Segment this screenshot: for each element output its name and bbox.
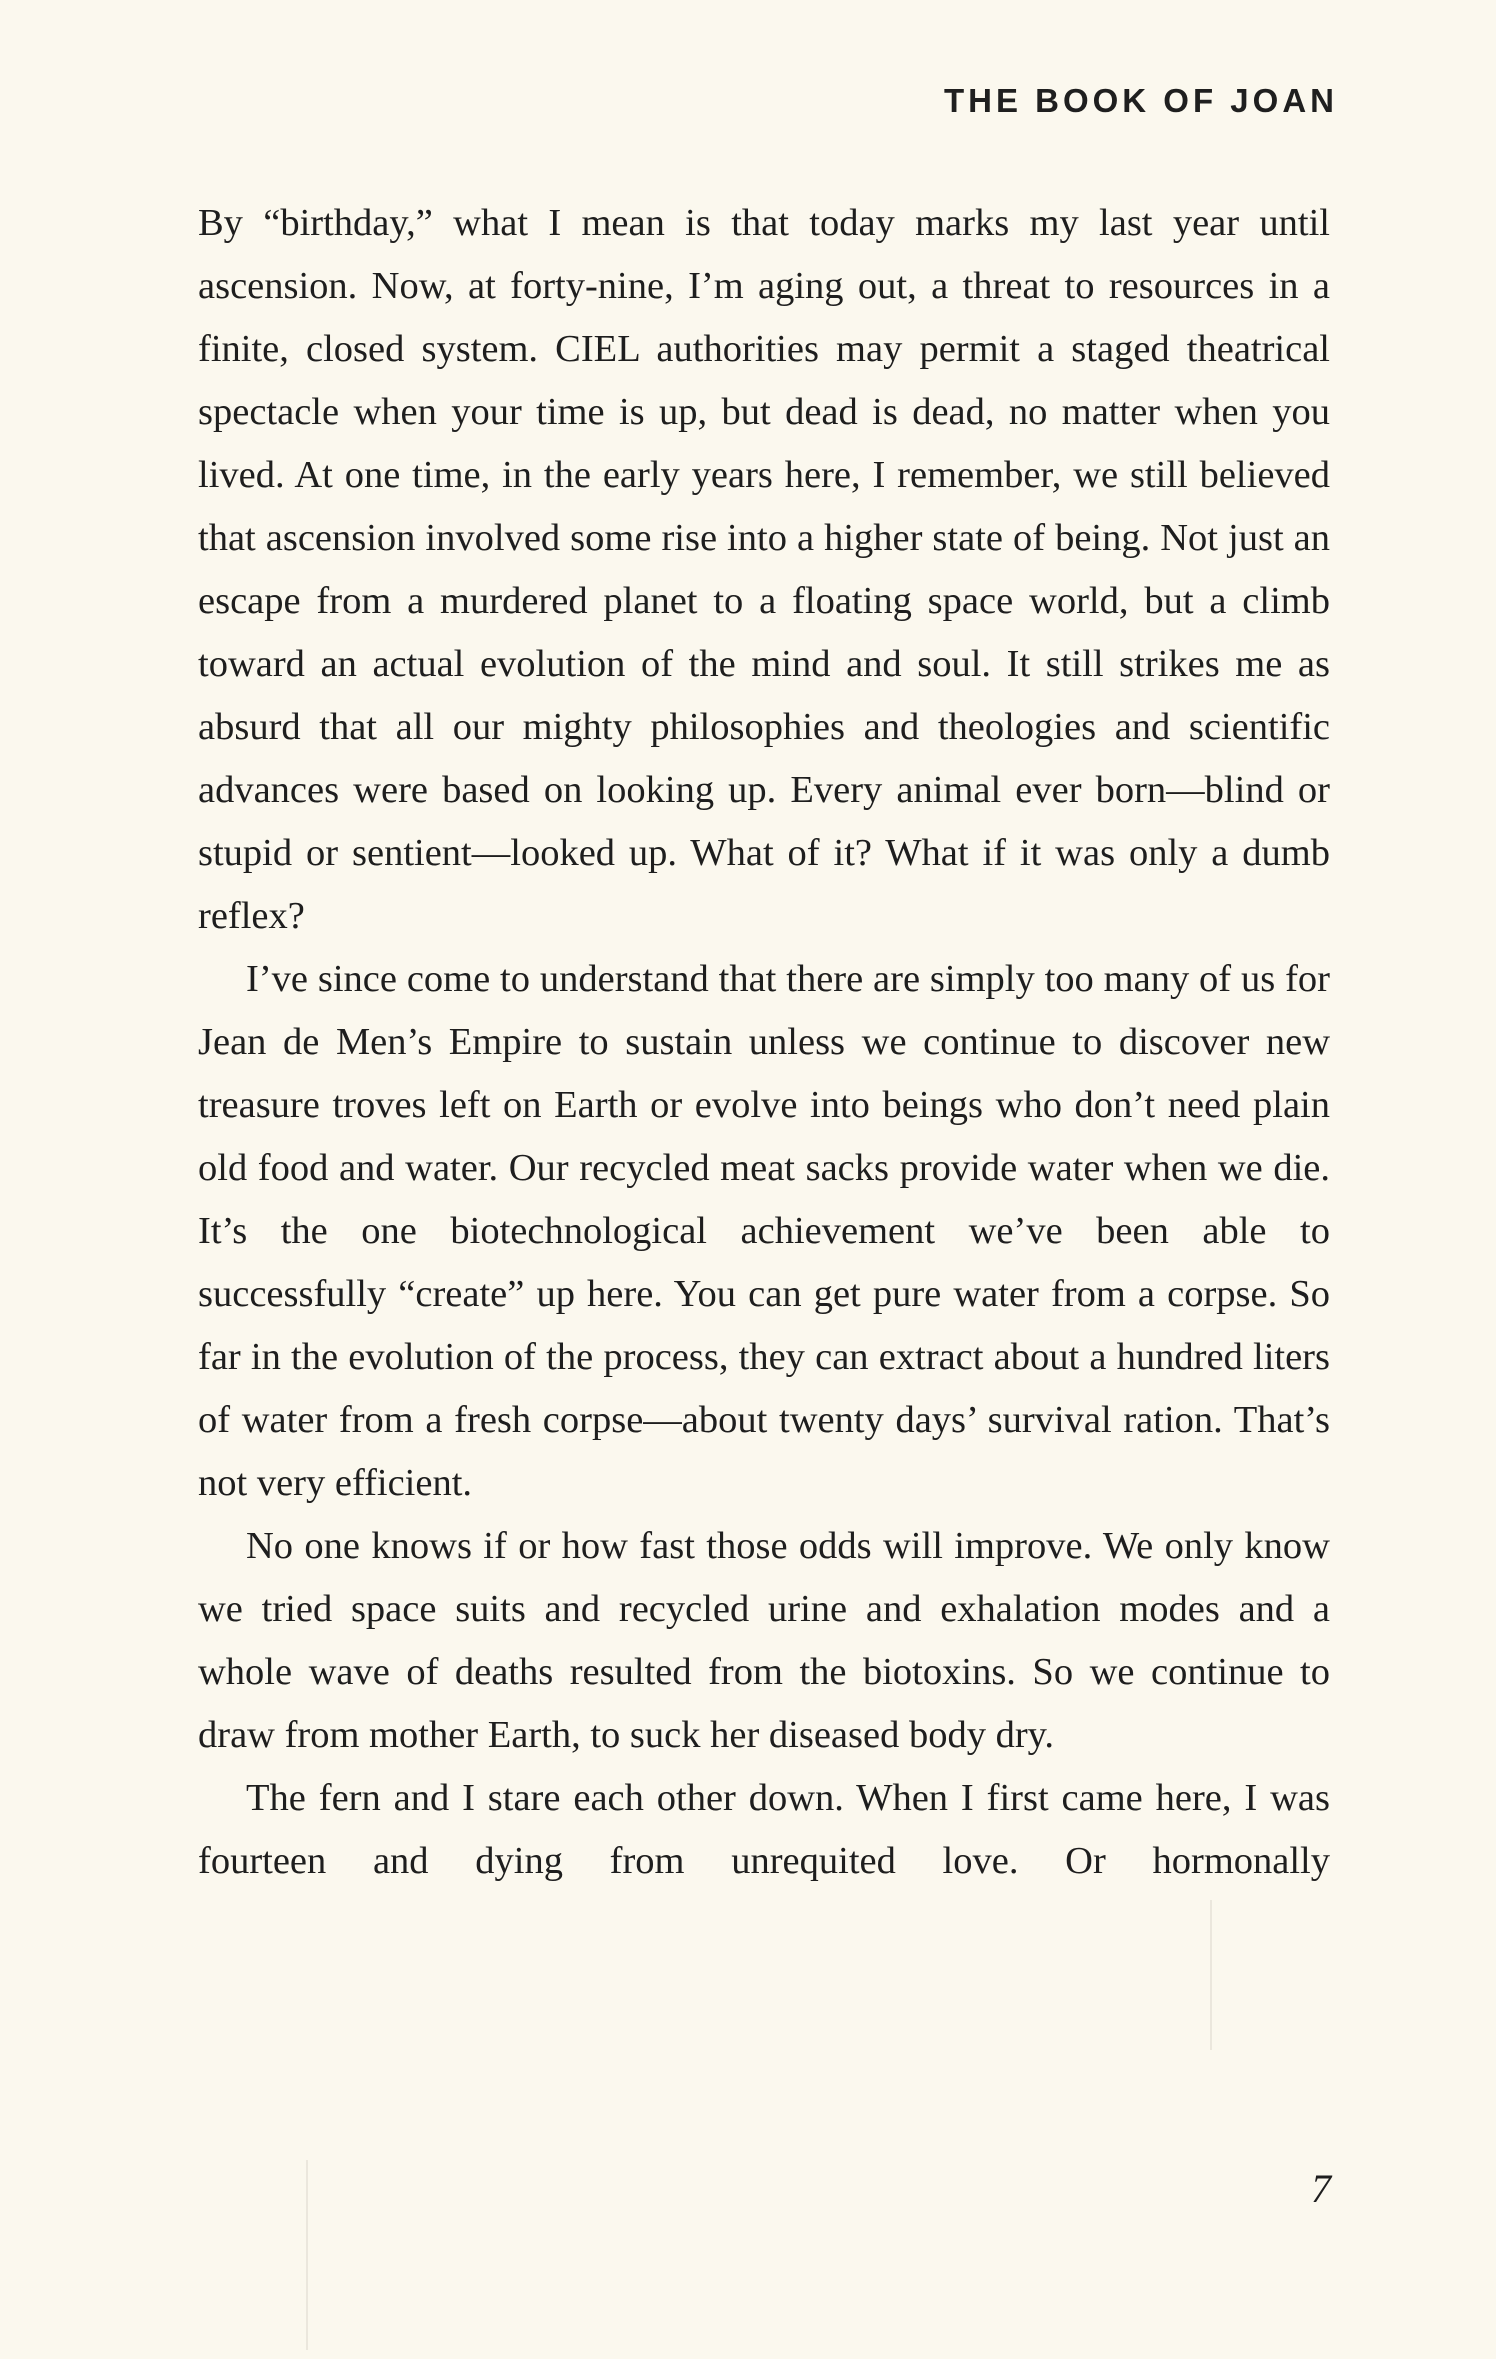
paragraph: I’ve since come to understand that there are simply too many of us for Jean de Men’s Empire to sustain unless we continue to discover new treasure troves left on Earth or evolve into beings who don’t need plain old food and water. Our recycled meat sacks provide water when we die. It’s the one biotechnological achievement we’ve been able to successfully “create” up here. You can get pure water from a corpse. So far in the evolution of the process, they can extract about a hundred liters of water from a fresh corpse—about twenty days’ survival ration. That’s not very efficient. xyxy=(198,958,1330,1504)
paragraph: No one knows if or how fast those odds will improve. We only know we tried space suits and recycled urine and exhalation modes and a whole wave of deaths resulted from the biotoxins. So we continue to draw from mother Earth, to suck her diseased body dry. xyxy=(198,1525,1330,1756)
paragraph: By “birthday,” what I mean is that today marks my last year until ascension. Now, at forty-nine, I’m aging out, a threat to resources in a finite, closed system. CIEL authorities may permit a staged theatrical spectacle when your time is up, but dead is dead, no matter when you lived. At one time, in the early years here, I remember, we still believed that ascension involved some rise into a higher state of being. Not just an escape from a murdered planet to a floating space world, but a climb toward an actual evolution of the mind and soul. It still strikes me as absurd that all our mighty philosophies and theologies and scientific advances were based on looking up. Every animal ever born—blind or stupid or sentient—looked up. What of it? What if it was only a dumb reflex? xyxy=(198,202,1330,937)
body-text xyxy=(198,192,1330,1893)
paragraph: The fern and I stare each other down. When I first came here, I was fourteen and dying from unrequited love. Or hormonally xyxy=(198,1777,1330,1882)
scan-artifact-line xyxy=(1210,1900,1212,2050)
page-number: 7 xyxy=(1311,2166,1331,2211)
scan-artifact-line xyxy=(306,2160,308,2350)
running-head: THE BOOK OF JOAN xyxy=(943,82,1338,119)
